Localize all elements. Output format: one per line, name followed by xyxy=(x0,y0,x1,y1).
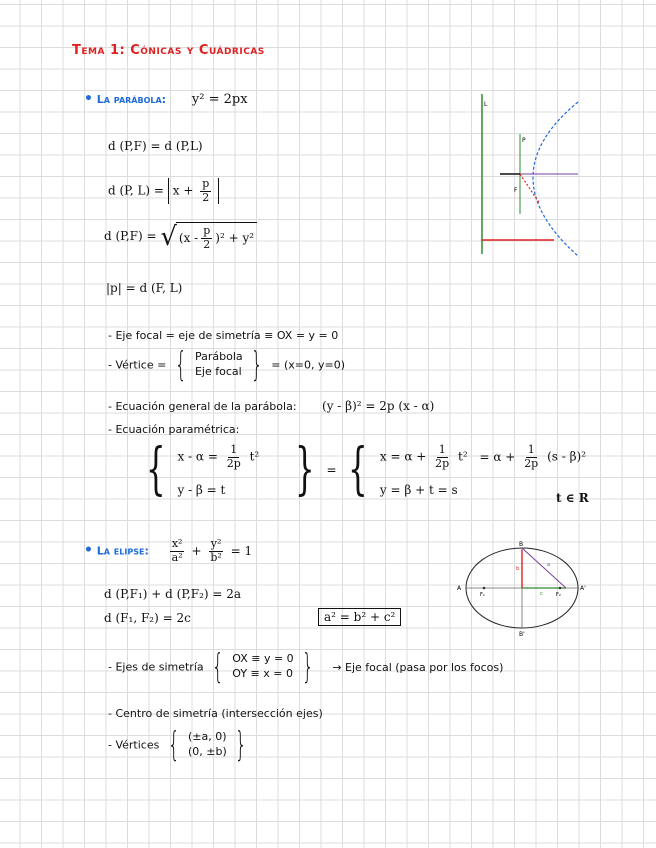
p-over-2-fraction xyxy=(200,178,211,204)
param-right-line1 xyxy=(380,444,586,470)
fraction-denominator: b² xyxy=(210,550,222,564)
elipse-distance-sum: d (P,F₁) + d (P,F₂) = 2a xyxy=(104,587,242,601)
parabola-parameter-definition: |p| = d (F, L) xyxy=(106,281,183,295)
vertices-label: - Vértices xyxy=(108,738,160,752)
label-b: B xyxy=(519,541,524,548)
param-l1-b: t² xyxy=(249,449,260,464)
param-left-line1 xyxy=(177,444,259,470)
parabola-equation: y² = 2px xyxy=(191,92,248,107)
label-a: A xyxy=(457,585,462,592)
one-over-2p-fraction xyxy=(433,444,451,470)
radical-icon: √ xyxy=(160,221,177,252)
parabola-eje-focal: - Eje focal = eje de simetría ≡ OX = y = 0 xyxy=(108,329,339,342)
vertices-bottom: (0, ±b) xyxy=(187,745,227,758)
ecuacion-general-formula: (y - β)² = 2p (x - α) xyxy=(322,399,435,413)
ejes-stack xyxy=(232,652,293,682)
absolute-value xyxy=(168,178,220,204)
label-f2: F₂ xyxy=(556,592,561,598)
plus-sign: + xyxy=(191,543,202,558)
label-a-prime: A' xyxy=(580,585,586,592)
parabola-ecuacion-parametrica-label: - Ecuación paramétrica: xyxy=(108,423,240,436)
param-equals: = xyxy=(326,463,337,477)
param-right-line2: y = β + t = s xyxy=(379,483,458,498)
parabola-distance-definition: d (P,F) = d (P,L) xyxy=(108,139,203,153)
param-r1-b: t² xyxy=(458,449,468,464)
label-f: F xyxy=(514,187,518,194)
vertices-stack xyxy=(188,730,227,760)
label-f1: F₁ xyxy=(480,592,485,598)
fraction-numerator: 1 xyxy=(527,442,535,456)
ejes-arrow-note: → Eje focal (pasa por los focos) xyxy=(332,660,504,674)
equation-rhs: = 1 xyxy=(230,543,253,558)
vertice-bottom: Eje focal xyxy=(194,365,242,378)
focus-1 xyxy=(483,587,486,590)
vertice-top: Parábola xyxy=(194,350,243,364)
parabola-ecuacion-general xyxy=(108,400,434,412)
fraction-denominator: 2p xyxy=(435,456,450,470)
red-dotted xyxy=(520,174,540,204)
parabola-heading: La parábola: xyxy=(96,93,167,106)
right-brace-icon: } xyxy=(295,437,315,502)
vertice-right: = (x=0, y=0) xyxy=(271,358,346,372)
ellipse-diagram xyxy=(454,538,590,638)
param-left-line2: y - β = t xyxy=(177,483,226,498)
parabola-heading-row xyxy=(84,92,248,106)
fraction-denominator: 2 xyxy=(203,237,211,251)
page-title: Tema 1: Cónicas y Cuádricas xyxy=(72,43,265,58)
param-left-block xyxy=(177,444,259,496)
elipse-equation xyxy=(167,537,253,564)
label-p: P xyxy=(522,137,526,144)
elipse-heading: La elipse: xyxy=(96,544,149,558)
right-brace-icon: } xyxy=(250,345,263,385)
fraction-numerator: 1 xyxy=(438,442,446,456)
one-over-2p-fraction xyxy=(225,444,243,470)
fraction-numerator: p xyxy=(203,224,211,237)
vertice-left: - Vértice = xyxy=(108,358,167,372)
line3-left: d (P,F) = xyxy=(104,229,157,244)
param-r1-c: = α + xyxy=(479,449,516,464)
param-r1-a: x = α + xyxy=(379,449,427,464)
line3-b: )² + y² xyxy=(215,231,255,246)
param-r1-d: (s - β)² xyxy=(547,449,587,464)
param-right-block xyxy=(380,444,586,496)
fraction-denominator: a² xyxy=(171,550,183,564)
focus-2 xyxy=(559,587,562,590)
ejes-bottom: OY ≡ x = 0 xyxy=(232,667,293,680)
elipse-boxed-relation: a² = b² + c² xyxy=(318,608,401,626)
p-over-2-fraction xyxy=(201,225,212,251)
label-b-side: b xyxy=(516,566,520,572)
elipse-ejes xyxy=(108,647,504,687)
parabola-diagram xyxy=(478,94,582,258)
left-brace-icon: { xyxy=(174,345,187,385)
ejes-label: - Ejes de simetría xyxy=(108,660,204,674)
label-c-side: c xyxy=(540,591,543,597)
elipse-focal-distance: d (F₁, F₂) = 2c xyxy=(104,611,191,625)
left-brace-icon: { xyxy=(146,437,166,502)
elipse-centro: - Centro de simetría (intersección ejes) xyxy=(108,707,323,720)
parabola-distance-to-directrix xyxy=(108,178,219,204)
param-l1-a: x - α = xyxy=(177,449,218,464)
elipse-heading-row xyxy=(84,538,252,564)
parabola-vertice xyxy=(108,345,346,385)
elipse-vertices xyxy=(108,725,252,765)
label-l: L xyxy=(484,101,488,108)
left-brace-icon: { xyxy=(167,725,180,765)
hypotenuse-purple xyxy=(522,548,566,588)
fraction-denominator: 2 xyxy=(202,190,210,204)
fraction-denominator: 2p xyxy=(226,456,241,470)
line3-a: (x - xyxy=(178,231,199,246)
param-domain: t ∈ R xyxy=(556,491,589,505)
y2-over-b2 xyxy=(208,538,223,564)
left-brace-icon: { xyxy=(211,647,224,687)
line2-x: x + xyxy=(172,183,194,198)
square-root xyxy=(160,222,257,251)
fraction-numerator: x² xyxy=(171,537,183,550)
parabola-curve xyxy=(533,102,578,256)
vertices-top: (±a, 0) xyxy=(187,730,227,744)
vertice-stack xyxy=(195,350,243,380)
bullet-icon: • xyxy=(84,542,93,559)
left-brace-icon: { xyxy=(348,437,369,502)
ecuacion-general-label: - Ecuación general de la parábola: xyxy=(108,400,297,413)
fraction-denominator: 2p xyxy=(524,456,539,470)
right-brace-icon: } xyxy=(302,647,314,687)
x2-over-a2 xyxy=(170,538,185,564)
fraction-numerator: 1 xyxy=(230,442,238,456)
bullet-icon: • xyxy=(84,91,93,107)
label-a-side: a xyxy=(547,562,551,568)
parabola-distance-to-focus xyxy=(104,222,257,251)
radicand xyxy=(176,222,257,251)
right-brace-icon: } xyxy=(235,725,248,765)
line2-left: d (P, L) = xyxy=(108,183,164,198)
label-b-prime: B' xyxy=(519,631,525,638)
fraction-numerator: y² xyxy=(210,537,222,550)
ejes-top: OX ≡ y = 0 xyxy=(232,652,294,666)
one-over-2p-fraction xyxy=(522,444,540,470)
fraction-numerator: p xyxy=(202,177,210,190)
